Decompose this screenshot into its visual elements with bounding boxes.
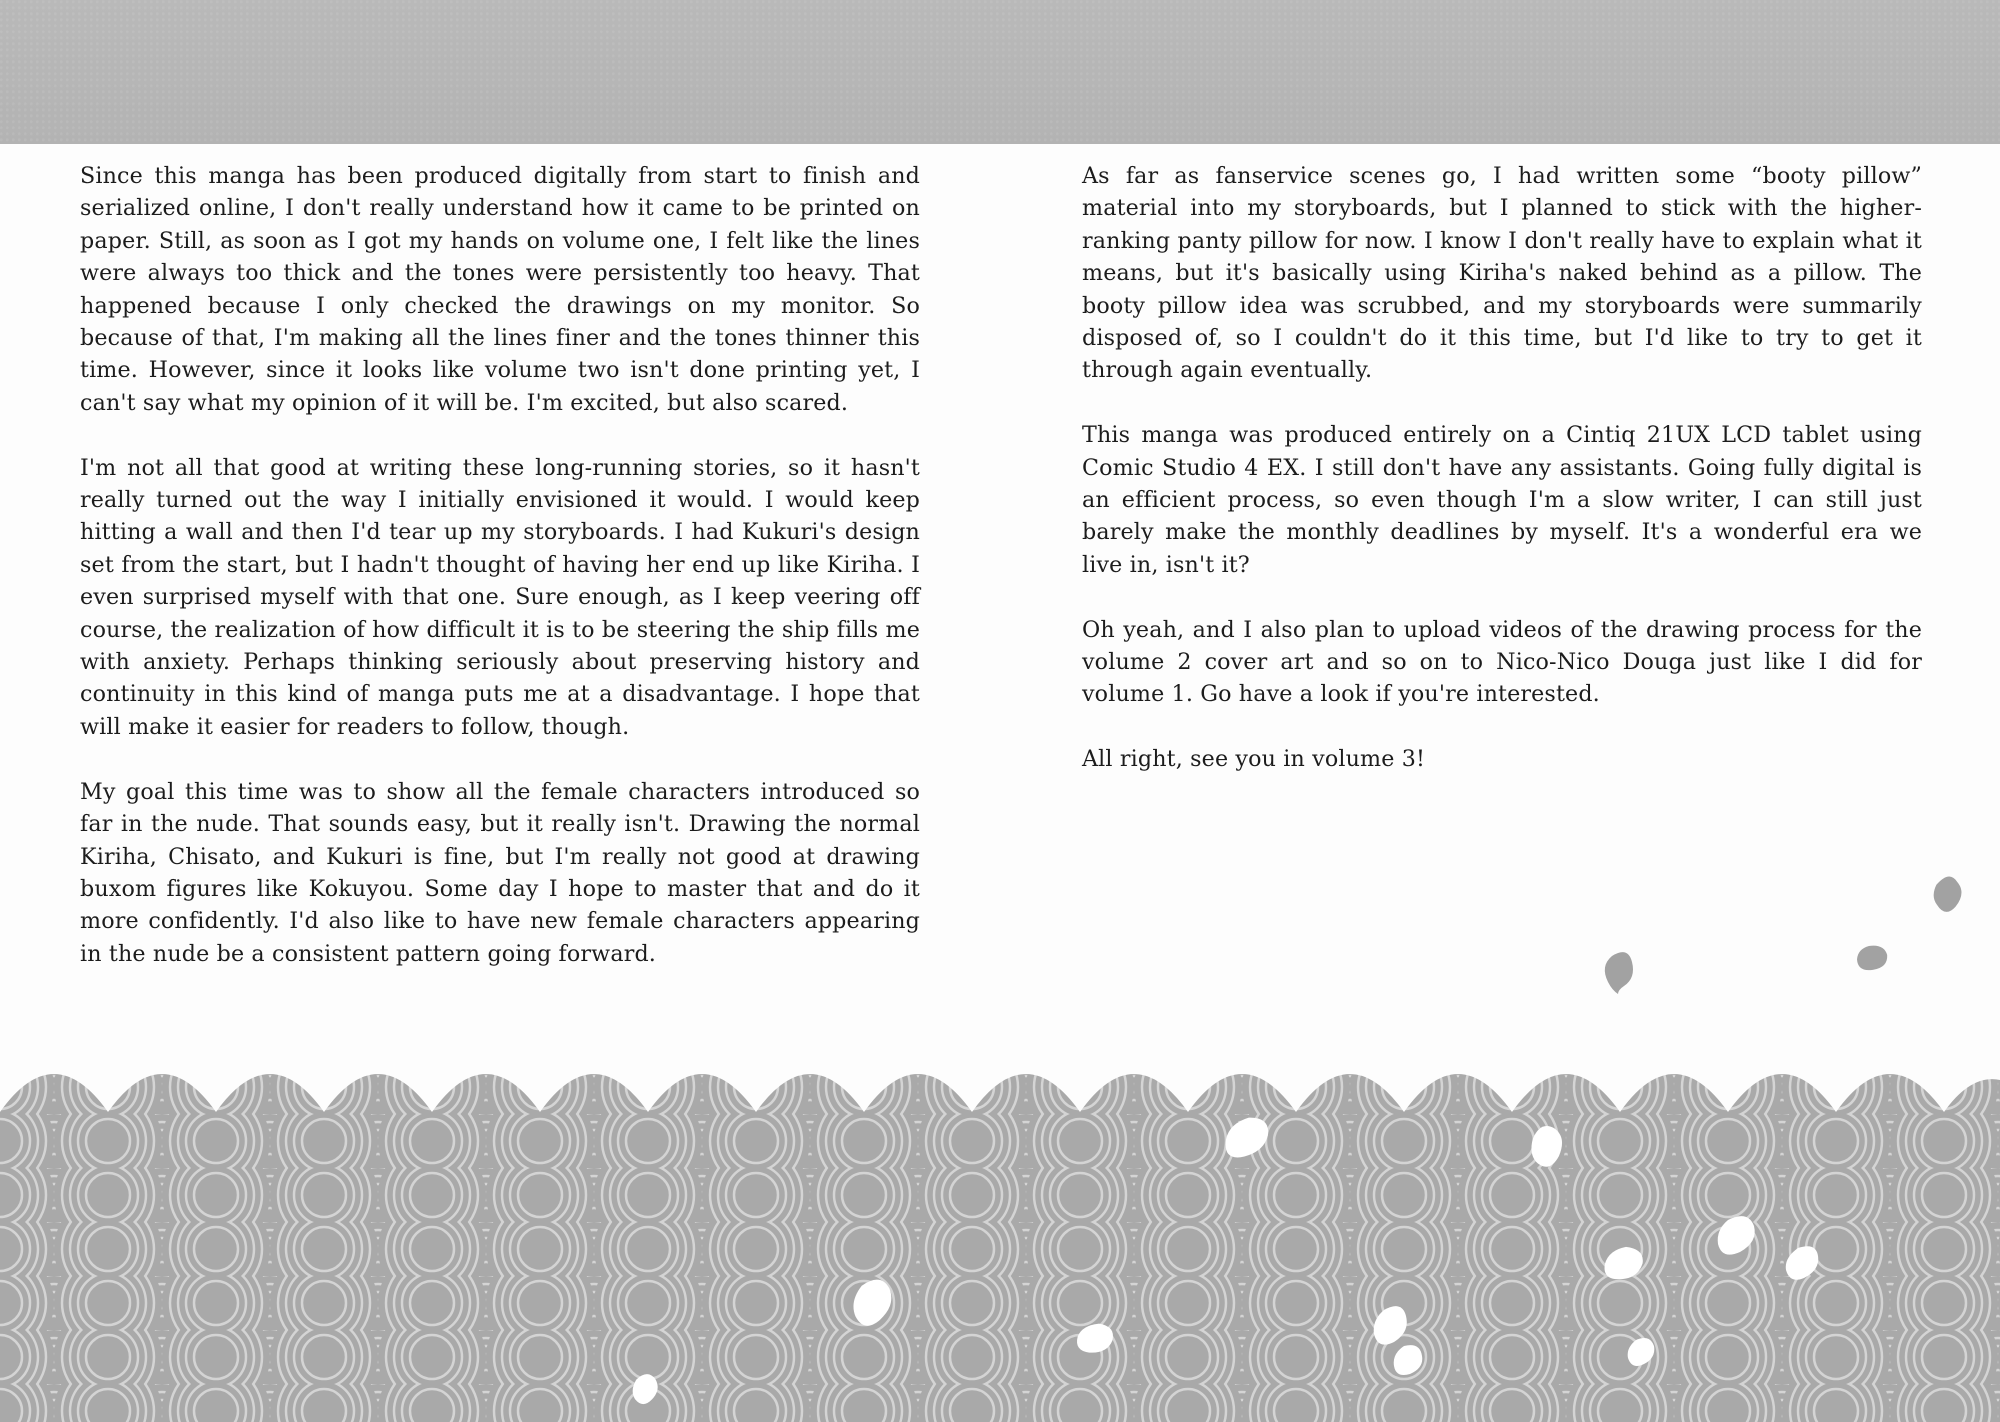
right-paragraph-2: This manga was produced entirely on a Cintiq 21UX LCD tablet using Comic Studio 4 EX. I still don't have any assistants. Going fully digital is an efficient process, so even though I'm a slow writer, I can still just barely make the monthly deadlines by myself. It's a wonderful era we live in, isn't it? xyxy=(1082,422,1922,578)
top-gray-band xyxy=(0,0,2000,144)
right-text-column xyxy=(1082,160,1922,808)
left-text-column xyxy=(80,160,920,1003)
right-paragraph-1: As far as fanservice scenes go, I had written some “booty pillow” material into my storyboards, but I planned to stick with the higher-ranking panty pillow for now. I know I don't really have to explain what it means, but it's basically using Kiriha's naked behind as a pillow. The booty pillow idea was scrubbed, and my storyboards were summarily disposed of, so I couldn't do it this time, but I'd like to try to get it through again eventually. xyxy=(1082,163,1922,384)
left-paragraph-1: Since this manga has been produced digitally from start to finish and serialized online, I don't really understand how it came to be printed on paper. Still, as soon as I got my hands on volume one, I felt like the lines were always too thick and the tones were persistently too heavy. That happened because I only checked the drawings on my monitor. So because of that, I'm making all the lines finer and the tones thinner this time. However, since it looks like volume two isn't done printing yet, I can't say what my opinion of it will be. I'm excited, but also scared. xyxy=(80,163,920,416)
right-paragraph-3: Oh yeah, and I also plan to upload videos of the drawing process for the volume 2 cover art and so on to Nico-Nico Douga just like I did for volume 1. Go have a look if you're interested. xyxy=(1082,616,1922,708)
gray-petal-1 xyxy=(1928,873,1968,915)
left-paragraph-3: My goal this time was to show all the female characters introduced so far in the nude. That sounds easy, but it really isn't. Drawing the normal Kiriha, Chisato, and Kukuri is fine, but I'm really not good at drawing buxom figures like Kokuyou. Some day I hope to master that and do it more confidently. I'd also like to have new female characters appearing in the nude be a consistent pattern going forward. xyxy=(80,778,920,967)
gray-petal-2 xyxy=(1605,952,1633,994)
right-paragraph-4: All right, see you in volume 3! xyxy=(1082,746,1426,773)
gray-petal-3 xyxy=(1855,942,1890,975)
left-paragraph-2: I'm not all that good at writing these long-running stories, so it hasn't really turned out the way I initially envisioned it would. I would keep hitting a wall and then I'd tear up my storyboards. I had Kukuri's design set from the start, but I hadn't thought of having her end up like Kiriha. I even surprised myself with that one. Sure enough, as I keep veering off course, the realization of how difficult it is to be steering the ship fills me with anxiety. Perhaps thinking seriously about preserving history and continuity in this kind of manga puts me at a disadvantage. I hope that will make it easier for readers to follow, though. xyxy=(80,454,920,740)
wave-pattern-decoration xyxy=(0,1060,2000,1422)
